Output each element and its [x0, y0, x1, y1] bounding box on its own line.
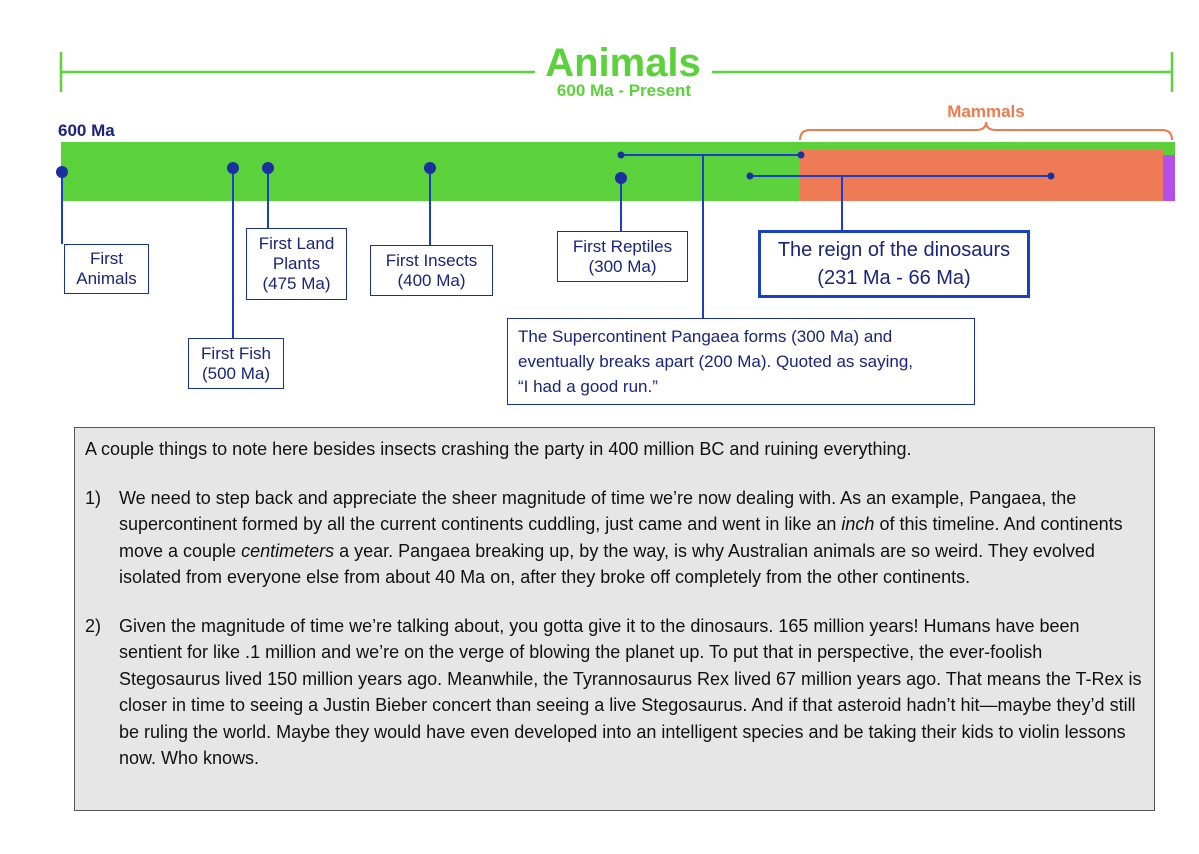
timeline-present-segment: [1163, 155, 1175, 201]
first-land-plants-marker: [262, 162, 274, 174]
first-reptiles-marker: [615, 172, 627, 184]
start-label: 600 Ma: [58, 121, 115, 140]
diagram-subtitle: 600 Ma - Present: [556, 81, 692, 100]
first-reptiles-line1: First Reptiles: [572, 236, 673, 256]
first-insects-marker: [424, 162, 436, 174]
pangaea-start-marker: [618, 152, 625, 159]
note-text: Given the magnitude of time we’re talking about, you gotta give it to the dinosaurs. 165 million years! Humans have been sentient for like .1 million and we’re on the verge of blowing the planet up. To put that in perspective, the ever-foolish Stegosaurus lived 150 million years ago. Meanwhile, the Tyrannosaurus Rex lived 67 million years ago. That means the T-Rex is closer in time to seeing a Justin Bieber concert than seeing a live Stegosaurus. And if that asteroid hadn’t hit—maybe they’d still be ruling the world. Maybe they would have even developed into an intelligent species and be taking their kids to violin lessons now. Who knows.: [119, 615, 1142, 768]
first-insects-line1: First Insects: [385, 250, 478, 270]
first-fish-marker: [227, 162, 239, 174]
first-fish-line1: First Fish: [201, 343, 271, 363]
note1-part-c: of this timeline. And continents move a couple: [119, 514, 1123, 561]
first-reptiles-box: [557, 231, 688, 282]
first-fish-line2: (500 Ma): [201, 363, 271, 383]
first-animals-box: [64, 244, 149, 294]
first-animals-line2: Animals: [76, 269, 137, 288]
diagram-title: Animals: [545, 41, 701, 85]
first-land-plants-line1: First Land: [258, 234, 335, 253]
pangaea-line1: The Supercontinent Pangaea forms (300 Ma) and: [518, 327, 893, 346]
note-number: 1): [85, 487, 102, 508]
pangaea-box: [507, 318, 975, 405]
first-fish-box: [188, 338, 284, 389]
first-insects-box: [370, 245, 493, 296]
pangaea-end-marker: [798, 152, 805, 159]
note-item-1: [85, 485, 1144, 591]
notes-intro: A couple things to note here besides insects crashing the party in 400 million BC and ruining everything.: [85, 439, 912, 459]
note-number: 2): [85, 615, 102, 636]
pangaea-line2: eventually breaks apart (200 Ma). Quoted as saying,: [518, 352, 913, 371]
mammals-label: Mammals: [947, 102, 1025, 121]
dinosaurs-line1: The reign of the dinosaurs: [777, 239, 1011, 261]
notes-panel: [74, 427, 1155, 811]
mammals-brace: [800, 122, 1172, 140]
first-animals-line1: First: [89, 249, 124, 268]
first-land-plants-box: [246, 228, 347, 300]
note-text: [119, 485, 1144, 591]
dinosaurs-line2: (231 Ma - 66 Ma): [817, 267, 971, 289]
first-reptiles-line2: (300 Ma): [588, 256, 657, 276]
dinosaurs-box: [758, 230, 1030, 298]
first-insects-line2: (400 Ma): [397, 270, 466, 290]
note1-emphasis-centimeters: centimeters: [241, 540, 335, 561]
dinosaur-start-marker: [747, 173, 754, 180]
pangaea-line3: “I had a good run.”: [518, 377, 658, 396]
note-item-2: [85, 613, 1144, 772]
first-animals-marker: [56, 166, 68, 178]
first-land-plants-line3: (475 Ma): [262, 274, 331, 293]
note1-part-e: a year. Pangaea breaking up, by the way, is why Australian animals are so weird. They evolved isolated from everyone else from about 40 Ma on, after they broke off completely from the other continents.: [119, 540, 1095, 587]
note1-part-a: We need to step back and appreciate the sheer magnitude of time we’re now dealing with. As an example, Pangaea, the supercontinent formed by all the current continents cuddling, just came and went in like an: [119, 487, 1077, 534]
dinosaur-end-marker: [1048, 173, 1055, 180]
note1-emphasis-inch: inch: [841, 514, 875, 534]
first-land-plants-line2: Plants: [272, 254, 321, 273]
